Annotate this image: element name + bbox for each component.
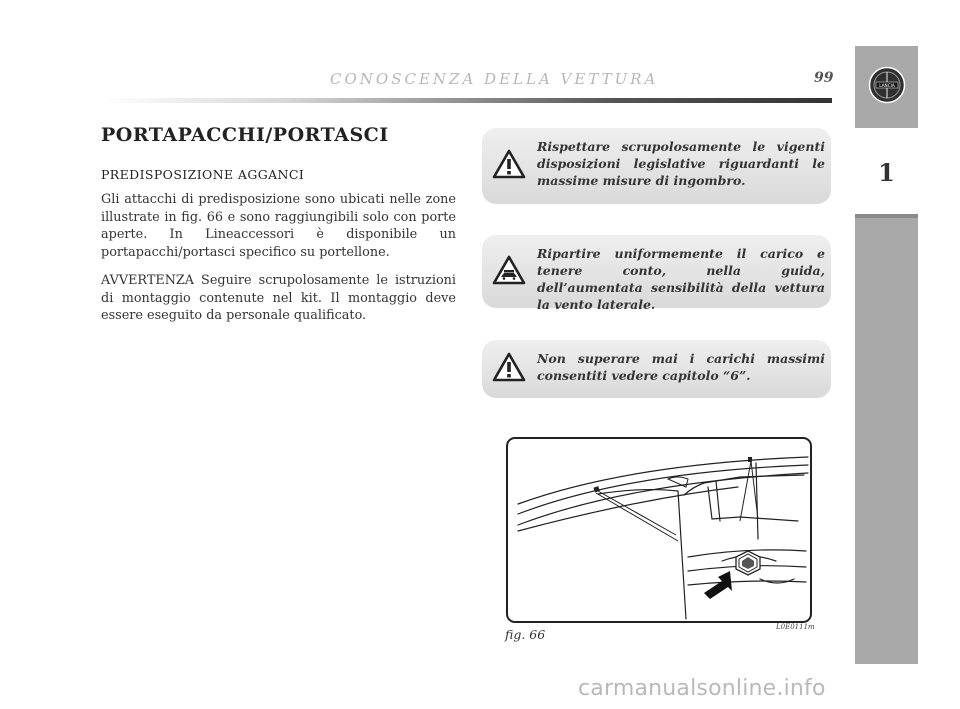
warning-triangle-icon [492, 352, 526, 386]
warning-text-2: Ripartire uniformemente il carico e tenere conto, nella guida, dell’aumentata sensibilità della vettura la vento laterale. [537, 246, 825, 312]
svg-text:LANCIA: LANCIA [878, 83, 895, 88]
lancia-logo-icon [868, 66, 906, 104]
page-number: 99 [814, 70, 834, 86]
header-rule [100, 98, 832, 103]
warning-triangle-icon [492, 149, 526, 183]
warning-box-2 [482, 235, 831, 312]
figure-frame [506, 437, 812, 623]
side-tab-divider [855, 214, 918, 218]
section-title: PORTAPACCHI/PORTASCI [101, 124, 389, 146]
warning-text-3: Non superare mai i carichi massimi consentiti vedere capitolo “6”. [537, 351, 825, 383]
figure-code: L0E0111m [776, 623, 815, 631]
warning-box-1 [482, 128, 831, 204]
warning-load-icon [492, 255, 526, 289]
body-paragraph-1: Gli attacchi di predisposizione sono ubicati nelle zone illustrate in fig. 66 e sono raggiungibili solo con porte aperte. In Lineaccessori è disponibile un portapacchi/portasci specifico su portellone. [101, 192, 456, 260]
chapter-side-tab [855, 46, 918, 664]
body-paragraph-2: AVVERTENZA Seguire scrupolosamente le istruzioni di montaggio contenute nel kit. Il montaggio deve essere eseguito da personale qualificato. [101, 273, 456, 323]
lancia-logo [855, 46, 918, 124]
header-title: CONOSCENZA DELLA VETTURA [330, 70, 659, 88]
section-subtitle: PREDISPOSIZIONE AGGANCI [101, 167, 305, 182]
warning-box-3 [482, 340, 831, 398]
chapter-number: 1 [855, 126, 918, 216]
warning-text-1: Rispettare scrupolosamente le vigenti disposizioni legislative riguardanti le massime misure di ingombro. [537, 139, 825, 188]
watermark: carmanualsonline.info [578, 676, 826, 701]
roof-rack-attachment-illustration [508, 439, 810, 621]
figure-label: fig. 66 [505, 627, 546, 642]
